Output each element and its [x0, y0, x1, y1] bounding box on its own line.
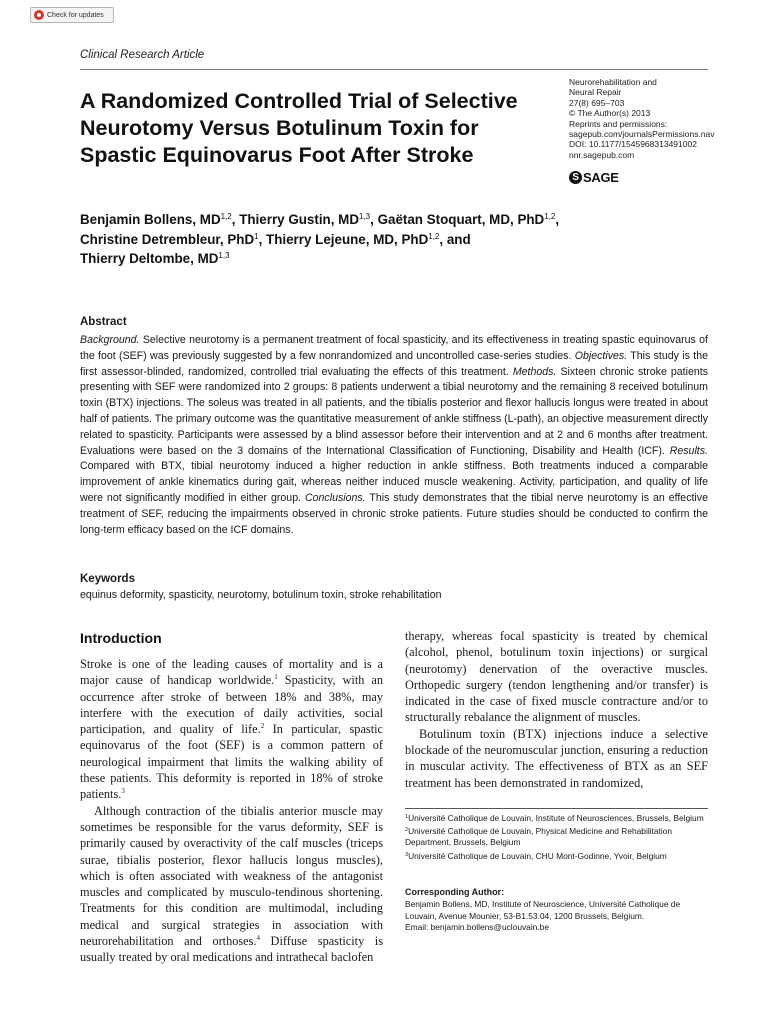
affiliation-item	[405, 826, 708, 848]
abstract-label-methods: Methods.	[512, 365, 557, 378]
body-text: Diffuse spasticity is usually treated by oral medications and intrathecal baclofen	[80, 934, 383, 965]
body-paragraph: therapy, whereas focal spasticity is treated by chemical (alcohol, phenol, botulinum toxin injections) or surgical (neurotomy) denervation of the overactive muscles. Orthopedic surgery (tendon lengthening and/or transfer) is indicated in the case of fixed muscle contracture and/or to structurally rebalance the alignment of muscles.	[405, 629, 708, 725]
footnote-rule	[405, 808, 708, 809]
journal-site-link[interactable]: nnr.sagepub.com	[569, 149, 635, 160]
body-column-left	[80, 656, 383, 966]
introduction-heading: Introduction	[80, 630, 162, 646]
body-column-right	[405, 628, 708, 791]
sage-logo-text: SAGE	[583, 170, 619, 185]
header-rule	[80, 69, 708, 70]
journal-info	[569, 77, 729, 160]
body-paragraph: Botulinum toxin (BTX) injections induce a selective blockade of the neuromuscular junction, ensuring a reduction in muscular activity. The effectiveness of BTX as an SEF treatment has been demonstrated in randomized,	[405, 726, 708, 790]
abstract-label-background: Background.	[80, 334, 140, 346]
author-separator: ,	[555, 212, 560, 227]
abstract-conclusions: This study demonstrates that the tibial nerve neurotomy is an effective treatment of SEF, reducing the impairments observed in chronic stroke patients. Future studies should be conducted to confirm the long-term efficacy based on the ICF domains.	[80, 491, 708, 536]
affiliation-sup: 1	[405, 814, 409, 820]
sage-mark-icon: S	[569, 171, 582, 184]
citation-ref[interactable]: 4	[256, 934, 260, 943]
author-affiliation-sup: 1,2	[544, 212, 556, 221]
journal-info-line: 27(8) 695–703	[569, 97, 625, 108]
article-type: Clinical Research Article	[80, 49, 205, 61]
author-name: Thierry Deltombe, MD	[80, 251, 219, 266]
author-affiliation-sup: 1,3	[218, 251, 230, 260]
abstract-label-conclusions: Conclusions.	[305, 491, 366, 504]
corresponding-author	[405, 899, 708, 934]
article-title: A Randomized Controlled Trial of Selective Neurotomy Versus Botulinum Toxin for Spastic Equinovarus Foot After Stroke	[80, 89, 518, 167]
author-separator: , and	[439, 231, 471, 247]
author-affiliation-sup: 1,3	[359, 212, 371, 221]
affiliation-item	[405, 851, 708, 862]
affiliations	[405, 813, 708, 864]
abstract-heading: Abstract	[80, 316, 127, 328]
journal-doi[interactable]: DOI: 10.1177/1545968313491002	[569, 139, 697, 150]
citation-ref[interactable]: 3	[121, 787, 125, 796]
abstract-methods: Sixteen chronic stroke patients presenting with SEF were randomized into 2 groups: 8 patients underwent a tibial neurotomy and the remaining 8 received botulinum toxin (BTX) injections. The soleus was treated in all patients, and the tibialis posterior and flexor hallucis longus were treated in about half of patients. The primary outcome was the quantitative measurement of ankle stiffness (L-path), an objective measurement directly related to spasticity. Participants were assessed by a blind assessor before their intervention and at 2 and 6 months after treatment. Evaluations were based on the 3 domains of the International Classification of Functioning, Disability and Health (ICF).	[80, 365, 708, 457]
author-name: Thierry Lejeune, MD, PhD	[266, 231, 429, 247]
citation-ref[interactable]: 1	[274, 673, 278, 682]
author-name: Thierry Gustin, MD	[239, 212, 359, 227]
abstract-objectives: This study is the first assessor-blinded, randomized, controlled trial evaluating the effects of this treatment.	[80, 349, 708, 378]
affiliation-text: Université Catholique de Louvain, Physical Medicine and Rehabilitation Department, Brussels, Belgium	[405, 826, 673, 848]
author-separator: ,	[231, 212, 240, 227]
citation-ref[interactable]: 2	[260, 722, 265, 731]
body-paragraph	[80, 803, 383, 966]
journal-info-line: Reprints and permissions:	[569, 118, 668, 129]
journal-info-line: © The Author(s) 2013	[569, 108, 651, 119]
author-list	[80, 210, 700, 269]
author-affiliation-sup: 1,2	[428, 231, 440, 241]
author-name: Christine Detrembleur, PhD	[80, 231, 255, 247]
body-text: Stroke is one of the leading causes of mortality and is a major cause of handicap worldwide.	[80, 657, 383, 688]
corresponding-author-heading: Corresponding Author:	[405, 887, 505, 897]
author-separator: ,	[370, 212, 378, 227]
journal-info-link[interactable]: sagepub.com/journalsPermissions.nav	[569, 129, 715, 140]
crossmark-icon	[34, 10, 44, 20]
abstract-label-objectives: Objectives.	[574, 349, 628, 362]
body-paragraph	[80, 656, 383, 803]
body-text: Although contraction of the tibialis anterior muscle may sometimes be responsible for the varus deformity, SEF is primarily caused by overactivity of the calf muscles (triceps surae, tibialis posterior, flexor hallucis longus muscles), which is often associated with weakness of the antagonist muscles and complicated by musculo-tendinous shortening. Treatments for this condition are multimodal, including medical and surgical strategies in association with neurorehabilitation and orthoses.	[80, 803, 383, 949]
abstract-label-results: Results.	[669, 444, 708, 457]
abstract-body	[80, 333, 708, 538]
keywords-heading: Keywords	[80, 573, 135, 585]
corresponding-email[interactable]: Email: benjamin.bollens@uclouvain.be	[405, 922, 549, 933]
journal-info-line: Neural Repair	[569, 87, 622, 98]
author-affiliation-sup: 1	[254, 231, 259, 241]
affiliation-item	[405, 813, 708, 824]
affiliation-text: Université Catholique de Louvain, CHU Mont-Godinne, Yvoir, Belgium	[408, 850, 667, 861]
abstract-results: Compared with BTX, tibial neurotomy induced a higher reduction in ankle stiffness. Both treatments induced a comparable improvement of ankle kinematics during gait, whereas neither induced muscle weakening. Activity, participation, and quality of life were not significantly modified in either group.	[80, 460, 708, 504]
check-for-updates-label: Check for updates	[47, 11, 104, 19]
author-name: Gaëtan Stoquart, MD, PhD	[377, 212, 545, 227]
body-text: In particular, spastic equinovarus of the foot (SEF) is a common pattern of neurological impairment that limits the walking ability of these patients. This deformity is reported in 18% of stroke patients.	[80, 722, 383, 802]
corresponding-address: Benjamin Bollens, MD, Institute of Neuroscience, Université Catholique de Louvain, Avenue Mounier, 53-B1.53.04, 1200 Brussels, Belgium.	[405, 899, 681, 921]
affiliation-sup: 2	[405, 827, 409, 834]
journal-info-line: Neurorehabilitation and	[569, 77, 657, 87]
abstract-background: Selective neurotomy is a permanent treatment of focal spasticity, and its effectiveness in treating spastic equinovarus of the foot (SEF) was previously suggested by a few nonrandomized and uncontrolled case-series studies.	[80, 334, 708, 362]
author-name: Benjamin Bollens, MD	[80, 212, 221, 227]
author-separator: ,	[258, 231, 267, 247]
body-text: Spasticity, with an occurrence after stroke of between 18% and 38%, may interfere with the execution of daily activities, social participation, and quality of life.	[80, 673, 383, 737]
author-affiliation-sup: 1,2	[220, 212, 232, 221]
check-for-updates-button[interactable]	[30, 7, 114, 23]
keywords-list: equinus deformity, spasticity, neurotomy, botulinum toxin, stroke rehabilitation	[80, 589, 442, 601]
sage-logo	[569, 170, 619, 185]
affiliation-sup: 3	[405, 851, 409, 858]
affiliation-text: Université Catholique de Louvain, Institute of Neurosciences, Brussels, Belgium	[408, 813, 704, 823]
